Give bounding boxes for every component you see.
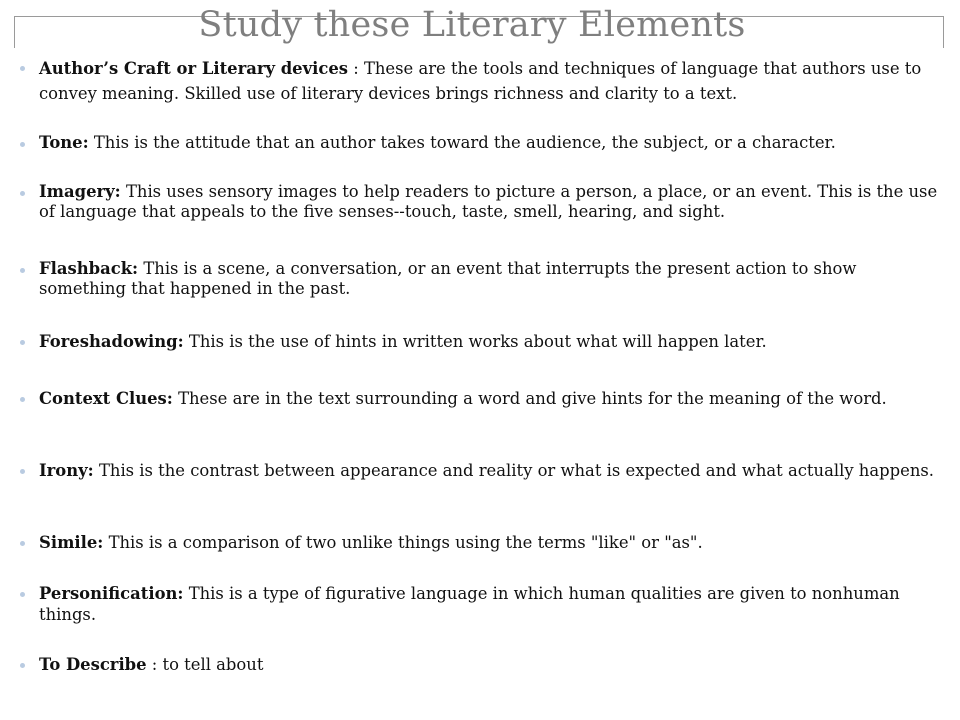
term-label: Personification:: [39, 584, 184, 603]
list-item-imagery: [39, 182, 943, 222]
bullet-icon: [20, 469, 25, 474]
term-definition: This is a comparison of two unlike things using the terms "like" or "as".: [108, 533, 703, 552]
bullet-icon: [20, 66, 25, 71]
slide-title: Study these Literary Elements: [198, 5, 746, 45]
bullet-icon: [20, 397, 25, 402]
term-label: Tone:: [39, 133, 89, 152]
term-separator: :: [347, 59, 364, 78]
term-label: Author’s Craft or Literary devices: [39, 59, 348, 78]
term-definition: This uses sensory images to help readers to picture a person, a place, or an event. This is the use of language that appeals to the five senses--touch, taste, smell, hearing, and sight.: [39, 182, 938, 221]
term-label: Flashback:: [39, 259, 139, 278]
list-item-to-describe: [39, 654, 943, 676]
term-label: Foreshadowing:: [39, 332, 184, 351]
bullet-icon: [20, 663, 25, 668]
term-definition: These are the tools and techniques of language that authors use to convey meaning. Skilled use of literary devices brings richness and clarity to a text.: [39, 59, 922, 103]
list-item-flashback: [39, 259, 943, 299]
list-item-foreshadowing: [39, 331, 943, 353]
term-definition: This is the use of hints in written works about what will happen later.: [188, 332, 767, 351]
term-label: Irony:: [39, 461, 94, 480]
term-definition: to tell about: [162, 655, 264, 674]
bullet-icon: [20, 340, 25, 345]
list-item-personification: [39, 583, 943, 625]
list-item-tone: [39, 132, 943, 154]
term-definition: This is a type of figurative language in which human qualities are given to nonhuman things.: [39, 584, 900, 624]
list-item-simile: [39, 532, 943, 554]
bullet-icon: [20, 142, 25, 147]
term-definition: This is the attitude that an author takes toward the audience, the subject, or a character.: [93, 133, 836, 152]
list-item-authors-craft: [39, 56, 943, 106]
bullet-icon: [20, 592, 25, 597]
term-definition: This is a scene, a conversation, or an event that interrupts the present action to show something that happened in the past.: [39, 259, 857, 298]
term-definition: These are in the text surrounding a word and give hints for the meaning of the word.: [178, 389, 887, 408]
term-label: Simile:: [39, 533, 104, 552]
term-separator: :: [146, 655, 163, 674]
bullet-icon: [20, 541, 25, 546]
bullet-icon: [20, 191, 25, 196]
list-item-irony: [39, 460, 943, 481]
term-definition: This is the contrast between appearance and reality or what is expected and what actually happens.: [98, 461, 934, 480]
term-label: Context Clues:: [39, 389, 173, 408]
term-label: Imagery:: [39, 182, 121, 201]
bullet-icon: [20, 268, 25, 273]
term-label: To Describe: [39, 655, 147, 674]
list-item-context-clues: [39, 388, 943, 409]
